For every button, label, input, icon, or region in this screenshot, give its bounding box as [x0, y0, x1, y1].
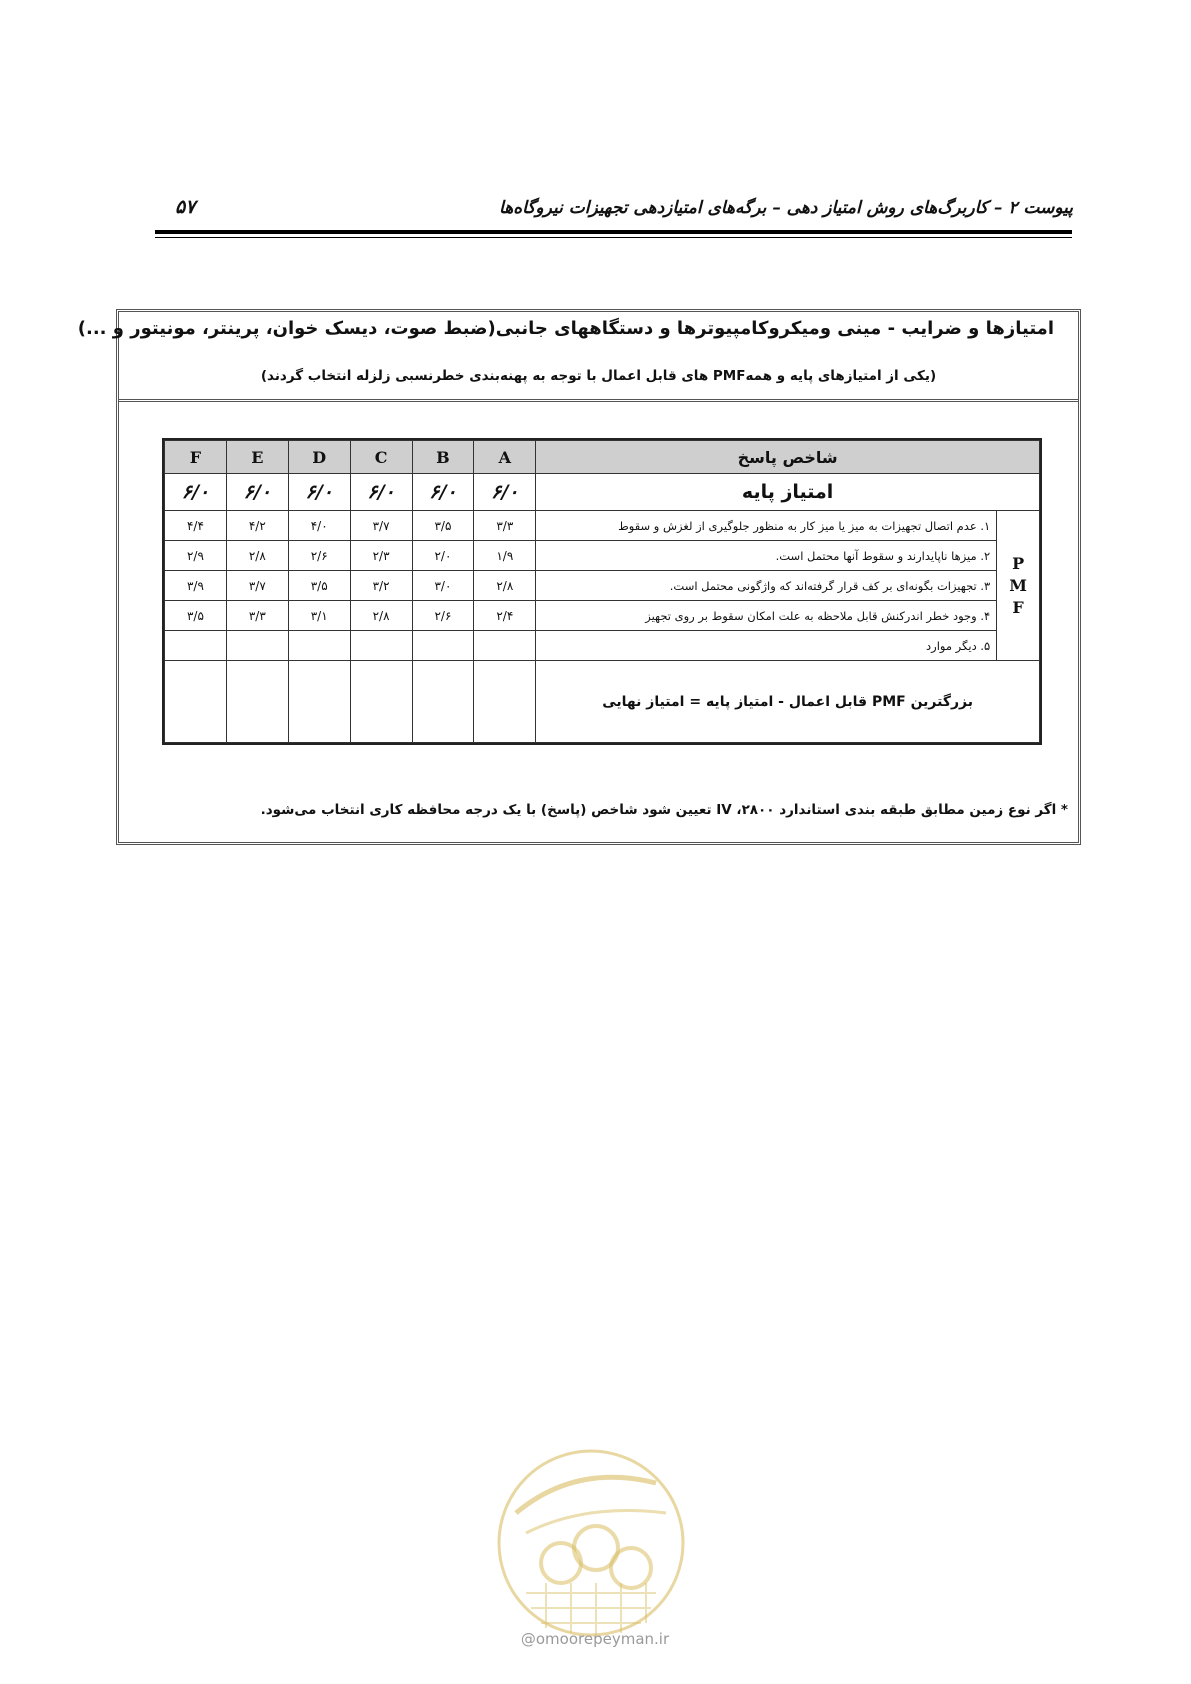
- column-header-d: D: [288, 441, 350, 474]
- column-header-e: E: [226, 441, 288, 474]
- table-cell: ۲/۹: [165, 541, 227, 571]
- title-row: [77, 312, 1078, 402]
- table-cell: [350, 631, 412, 661]
- score-table-frame: [162, 438, 1042, 745]
- table-cell: ۲/۶: [288, 541, 350, 571]
- base-score-e: ۶/۰: [226, 474, 288, 511]
- pmf-item-text: ۵. دیگر موارد: [536, 631, 997, 661]
- table-cell: ۳/۵: [412, 511, 474, 541]
- pmf-item-text: ۳. تجهیزات بگونه‌ای بر کف قرار گرفته‌اند که واژگونی محتمل است.: [536, 571, 997, 601]
- pmf-letter: F: [1012, 597, 1024, 617]
- page-header-title: پیوست ۲ – کاربرگ‌های روش امتیاز دهی – برگه‌های امتیازدهی تجهیزات نیروگاه‌ها: [499, 198, 1073, 218]
- table-cell: ۲/۰: [412, 541, 474, 571]
- sheet-title: امتیازها و ضرایب - مینی ومیکروکامپیوترها و دستگاههای جانبی(ضبط صوت، دیسک خوان، پرینتر، مونیتور و ...): [77, 318, 1054, 339]
- table-cell: ۲/۶: [412, 601, 474, 631]
- column-header-b: B: [412, 441, 474, 474]
- footnote: * اگر نوع زمین مطابق طبقه بندی استاندارد ۲۸۰۰، IV تعیین شود شاخص (پاسخ) با یک درجه محافظه کاری انتخاب می‌شود.: [260, 802, 1068, 818]
- base-score-a: ۶/۰: [474, 474, 536, 511]
- column-header-a: A: [474, 441, 536, 474]
- table-cell: ۴/۰: [288, 511, 350, 541]
- response-index-header: شاخص پاسخ: [536, 441, 1040, 474]
- score-sheet-box: [77, 309, 1081, 845]
- final-score-cell-a: [474, 661, 536, 743]
- header-row: [165, 441, 1040, 474]
- table-cell: ۲/۸: [226, 541, 288, 571]
- pmf-item-text: ۲. میزها ناپایدارند و سقوط آنها محتمل است.: [536, 541, 997, 571]
- table-row: [165, 601, 1040, 631]
- base-score-row: [165, 474, 1040, 511]
- base-score-label: امتیاز پایه: [536, 474, 1040, 511]
- table-cell: ۳/۳: [226, 601, 288, 631]
- pmf-item-text: ۴. وجود خطر اندرکنش قابل ملاحظه به علت امکان سقوط بر روی تجهیز: [536, 601, 997, 631]
- final-score-cell-e: [226, 661, 288, 743]
- table-cell: ۳/۰: [412, 571, 474, 601]
- table-cell: [165, 631, 227, 661]
- table-row: [165, 541, 1040, 571]
- page-number: ۵۷: [175, 196, 196, 218]
- final-score-cell-d: [288, 661, 350, 743]
- watermark-url: @omoorepeyman.ir: [520, 1630, 670, 1648]
- column-header-c: C: [350, 441, 412, 474]
- table-cell: ۳/۲: [350, 571, 412, 601]
- table-cell: ۳/۳: [474, 511, 536, 541]
- table-cell: [412, 631, 474, 661]
- table-row: [165, 571, 1040, 601]
- final-score-cell-c: [350, 661, 412, 743]
- base-score-d: ۶/۰: [288, 474, 350, 511]
- base-score-c: ۶/۰: [350, 474, 412, 511]
- table-cell: ۳/۵: [165, 601, 227, 631]
- watermark-logo: [486, 1443, 696, 1643]
- table-cell: ۲/۸: [350, 601, 412, 631]
- table-row: [165, 631, 1040, 661]
- table-cell: ۳/۷: [226, 571, 288, 601]
- final-score-cell-f: [165, 661, 227, 743]
- header-rule-thin: [155, 237, 1072, 238]
- sheet-subtitle: (یکی از امتیازهای پایه و همهPMF های قابل اعمال با توجه به پهنه‌بندی خطرنسبی زلزله انتخاب گردند): [260, 368, 937, 384]
- table-cell: ۴/۲: [226, 511, 288, 541]
- table-cell: ۱/۹: [474, 541, 536, 571]
- base-score-b: ۶/۰: [412, 474, 474, 511]
- table-cell: [474, 631, 536, 661]
- pmf-letter: M: [1009, 575, 1027, 595]
- score-table: [164, 440, 1040, 743]
- table-row: [165, 511, 1040, 541]
- table-cell: ۴/۴: [165, 511, 227, 541]
- final-score-row: [165, 661, 1040, 743]
- final-score-cell-b: [412, 661, 474, 743]
- table-cell: [288, 631, 350, 661]
- pmf-label: [997, 511, 1040, 661]
- column-header-f: F: [165, 441, 227, 474]
- header-rule: [155, 230, 1072, 234]
- pmf-item-text: ۱. عدم اتصال تجهیزات به میز یا میز کار به منظور جلوگیری از لغزش و سقوط: [536, 511, 997, 541]
- table-cell: ۳/۷: [350, 511, 412, 541]
- final-score-label: بزرگترین PMF قابل اعمال - امتیاز پایه = امتیاز نهایی: [536, 661, 1040, 743]
- table-cell: [226, 631, 288, 661]
- pmf-letter: P: [1012, 553, 1025, 573]
- table-cell: ۲/۸: [474, 571, 536, 601]
- table-cell: ۳/۹: [165, 571, 227, 601]
- table-cell: ۲/۴: [474, 601, 536, 631]
- base-score-f: ۶/۰: [165, 474, 227, 511]
- table-cell: ۳/۵: [288, 571, 350, 601]
- table-cell: ۳/۱: [288, 601, 350, 631]
- table-cell: ۲/۳: [350, 541, 412, 571]
